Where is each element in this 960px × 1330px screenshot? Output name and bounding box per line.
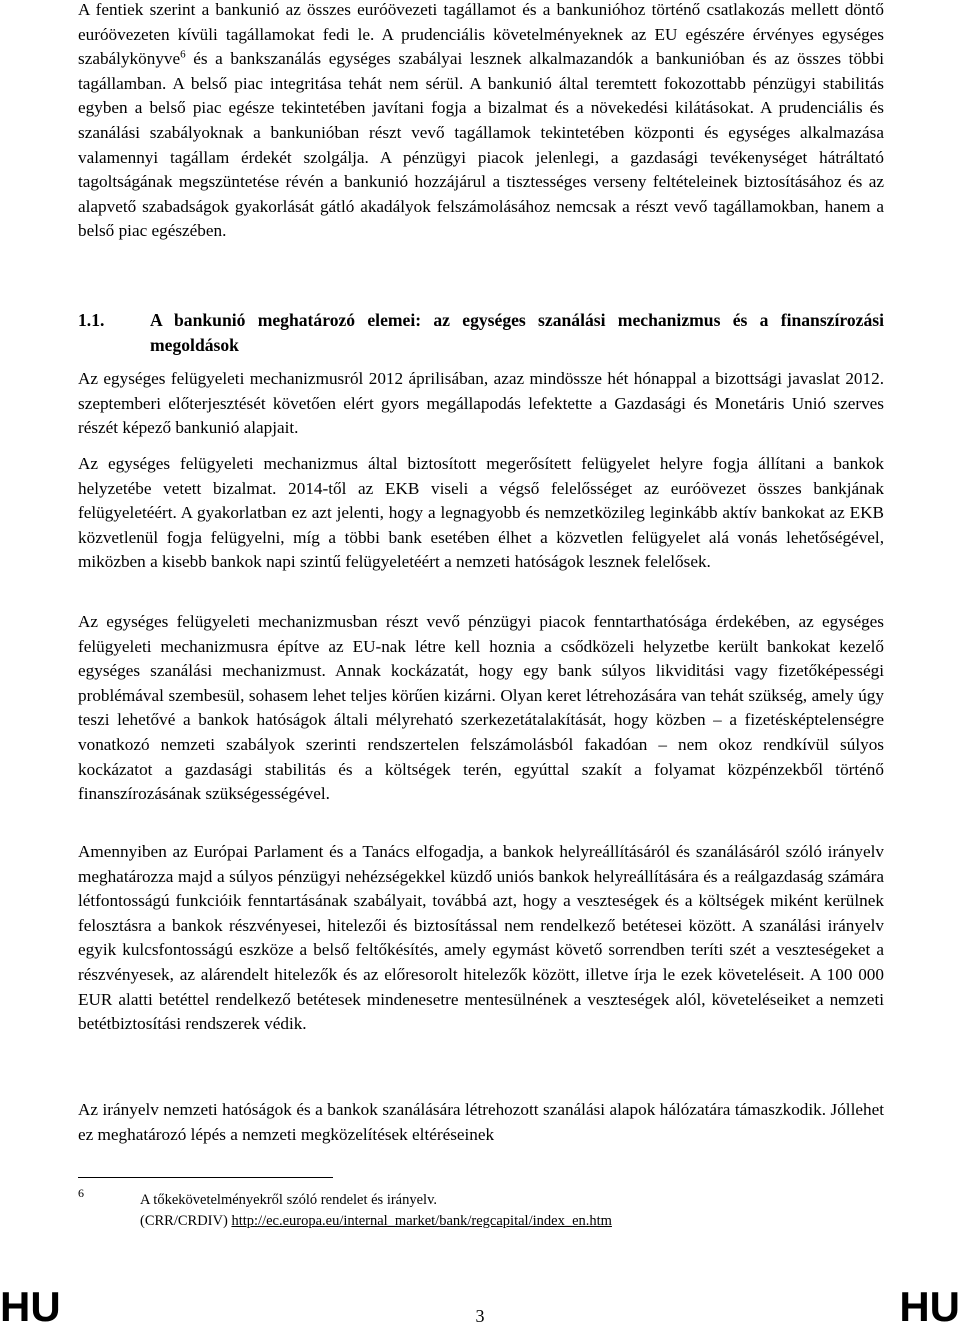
footnote-text (140, 1190, 880, 1232)
footnote-line-1: A tőkekövetelményekről szóló rendelet és irányelv. (140, 1192, 438, 1208)
footnote-divider (78, 1177, 333, 1178)
paragraph-5: Amennyiben az Európai Parlament és a Tanács elfogadja, a bankok helyreállításáról és szanálásáról szóló irányelv meghatározza majd a súlyos pénzügyi nehézségekkel küzdő uniós bankok helyreállítására és a reálgazdaság számára létfontosságú funkcióik fenntartásának szabályait, továbbá azt, hogy a veszteségek és a költségek miként kerülnek felosztásra a bankok részvényesei, hitelezői és biztosítással nem rendelkező betétesei között. A szanálási irányelv egyik kulcsfontosságú eszköze a belső feltőkésítés, amely egymást követő sorrendben teríti szét a veszteségeket a részvényesek, az alárendelt hitelezők és az előresorolt hitelezők között, illetve írja le ezek követeléseit. A 100 000 EUR alatti betéttel rendelkező betétesek mindenesetre mentesülnének a veszteségek alól, követeléseiket a nemzeti betétbiztosítási rendszerek védik. (78, 842, 884, 1034)
section-heading (78, 308, 884, 357)
paragraph-4: Az egységes felügyeleti mechanizmusban részt vevő pénzügyi piacok fenntarthatósága érdekében, az egységes felügyeleti mechanizmusra építve az EU-nak létre kell hoznia a csődközeli helyzetbe került bankokat kezelő egységes szanálási mechanizmust. Annak kockázatát, hogy egy bank súlyos likviditási vagy fizetőképességi problémával szembesül, sohasem lehet teljes körűen kizárni. Olyan keret létrehozására van tehát szükség, amely úgy teszi lehetővé a bankok hatóságok általi mélyreható szerkezetátalakítását, hogy közben – a fizetésképtelenségre vonatkozó nemzeti szabályok szerinti rendszertelen felszámolásból fakadóan – nem okoz rendkívül súlyos kockázatot a gazdasági stabilitás és a költségek terén, egyúttal szakít a folyamat közpénzekből történő finanszírozásának szükségességével. (78, 612, 884, 804)
paragraph-1-text-a: A fentiek szerint a bankunió az összes euróövezeti tagállamot és a bankunióhoz történő csatlakozás mellett döntő euróövezeten kívüli tagállamokat fedi le. A prudenciális követelményeknek az EU egészére érvényes egységes szabálykönyve (78, 0, 884, 69)
footnote-line-2 (140, 1211, 880, 1232)
footnote-prefix: (CRR/CRDIV) (140, 1213, 232, 1229)
footer-language-left: HU (0, 1283, 61, 1330)
paragraph-2: Az egységes felügyeleti mechanizmusról 2012 áprilisában, azaz mindössze hét hónappal a bizottsági javaslat 2012. szeptemberi előterjesztését követően elért gyors megállapodás lefektette a Gazdasági és Monetáris Unió szerves részét képező bankunió alapjait. (78, 369, 884, 438)
paragraph-1-text-b: és a bankszanálás egységes szabályai lesznek alkalmazandók a bankunióban és az összes többi tagállamban. A belső piac integritása tehát nem sérül. A bankunió által teremtett fokozottabb pénzügyi stabilitás egyben a belső piac egésze tekintetében javítani fogja a bizalmat és a növekedési kilátásokat. A prudenciális és szanálási szabályoknak a bankunióban részt vevő tagállamok tekintetében központi és egységes alkalmazása valamennyi tagállam érdekét szolgálja. A pénzügyi piacok jelenlegi, a gazdasági tevékenységet hátráltató tagoltságának megszüntetése révén a bankunió hozzájárul a tisztességes verseny feltételeinek biztosításához és az alapvető szabadságok gyakorlását gátló akadályok felszámolásához nemcsak a részt vevő tagállamokban, hanem a belső piac egészében. (78, 49, 884, 241)
page-number: 3 (475, 1306, 485, 1326)
footnote-reference[interactable]: 6 (180, 48, 186, 61)
paragraph-1 (78, 0, 884, 244)
paragraph-6: Az irányelv nemzeti hatóságok és a bankok szanálására létrehozott szanálási alapok hálózatára támaszkodik. Jóllehet ez meghatározó lépés a nemzeti megközelítések eltéréseinek (78, 1100, 884, 1144)
footer-language-right: HU (899, 1283, 960, 1330)
footnote-mark: 6 (78, 1186, 84, 1200)
section-title: A bankunió meghatározó elemei: az egységes szanálási mechanizmus és a finanszírozási megoldások (150, 310, 884, 355)
footnote-link[interactable]: http://ec.europa.eu/internal_market/bank/regcapital/index_en.htm (231, 1213, 612, 1229)
section-number: 1.1. (78, 310, 105, 330)
paragraph-3: Az egységes felügyeleti mechanizmus által biztosított megerősített felügyelet helyre fogja állítani a bankok helyzetébe vetett bizalmat. 2014-től az EKB viseli a végső felelősséget az euróövezet összes bankjának felügyeletéért. A gyakorlatban ez azt jelenti, hogy a legnagyobb és nemzetközileg leginkább aktív bankokat az EKB közvetlenül fogja felügyelni, míg a többi bank esetében élhet a közvetlen felügyelet alá vonás lehetőségével, miközben a kisebb bankok napi szintű felügyeletéért a nemzeti hatóságok lesznek felelősek. (78, 454, 884, 572)
